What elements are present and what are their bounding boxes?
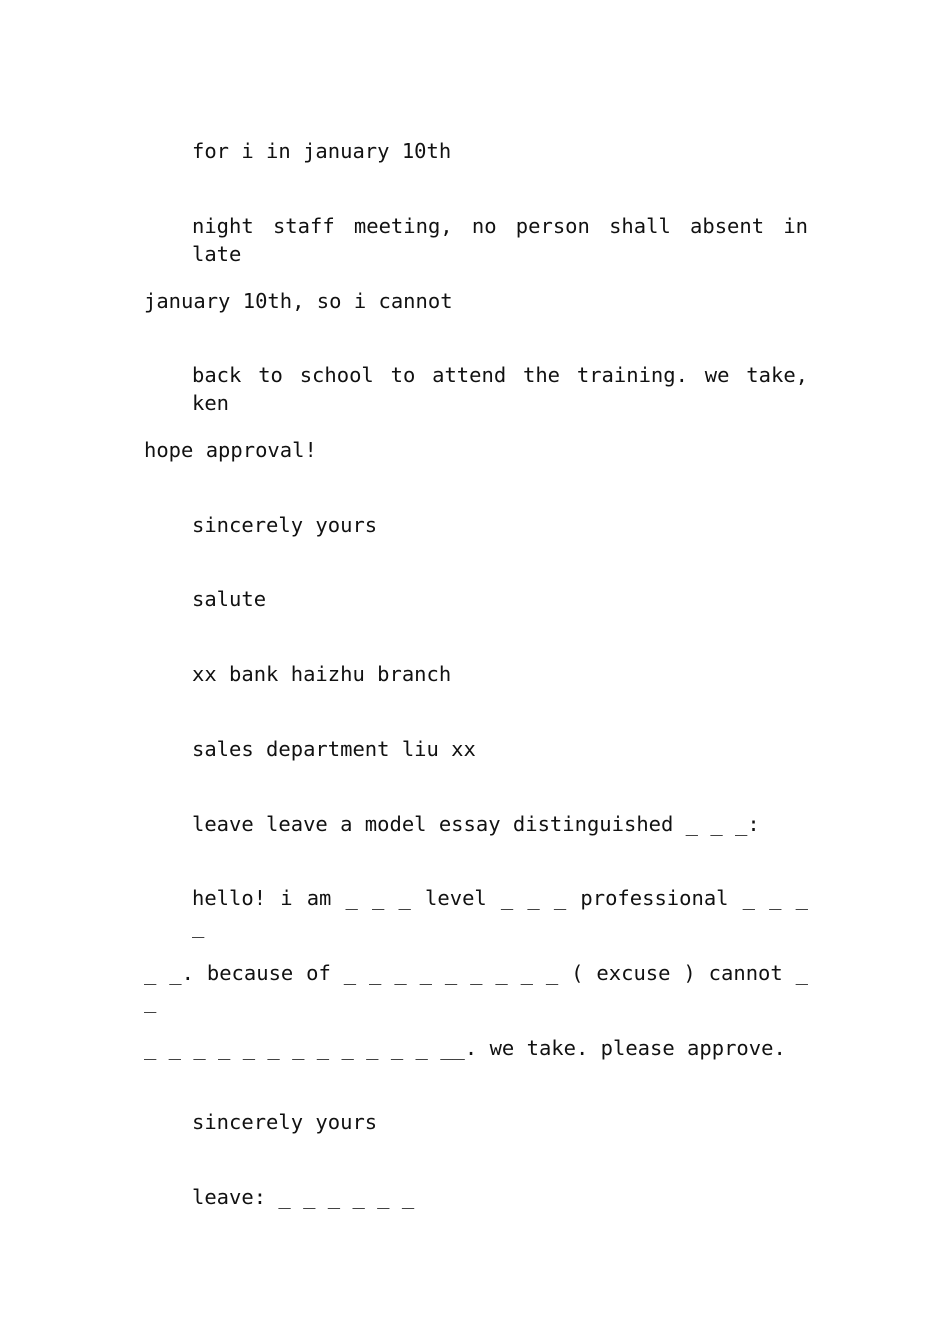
text-line: night staff meeting, no person shall absent in late (192, 214, 808, 266)
text-line: _ _ _ _ _ _ _ _ _ _ _ _ __. we take. please approve. (144, 1036, 786, 1060)
text-line: for i in january 10th (192, 139, 452, 163)
text-line: _ _. because of _ _ _ _ _ _ _ _ _ ( excuse ) cannot _ _ (144, 961, 808, 1013)
text-line: sincerely yours (192, 1110, 378, 1134)
text-line: back to school to attend the training. we take, ken (192, 363, 808, 415)
text-line: hello! i am _ _ _ level _ _ _ professional _ _ _ _ (192, 886, 808, 938)
text-line: leave: _ _ _ _ _ _ (192, 1185, 415, 1209)
text-line: xx bank haizhu branch (192, 662, 452, 686)
text-line: hope approval! (144, 438, 317, 462)
text-line: salute (192, 587, 267, 611)
text-line: leave leave a model essay distinguished _ _ _: (192, 812, 760, 836)
text-line: sales department liu xx (192, 737, 476, 761)
text-line: january 10th, so i cannot (144, 289, 453, 313)
text-line: sincerely yours (192, 513, 378, 537)
